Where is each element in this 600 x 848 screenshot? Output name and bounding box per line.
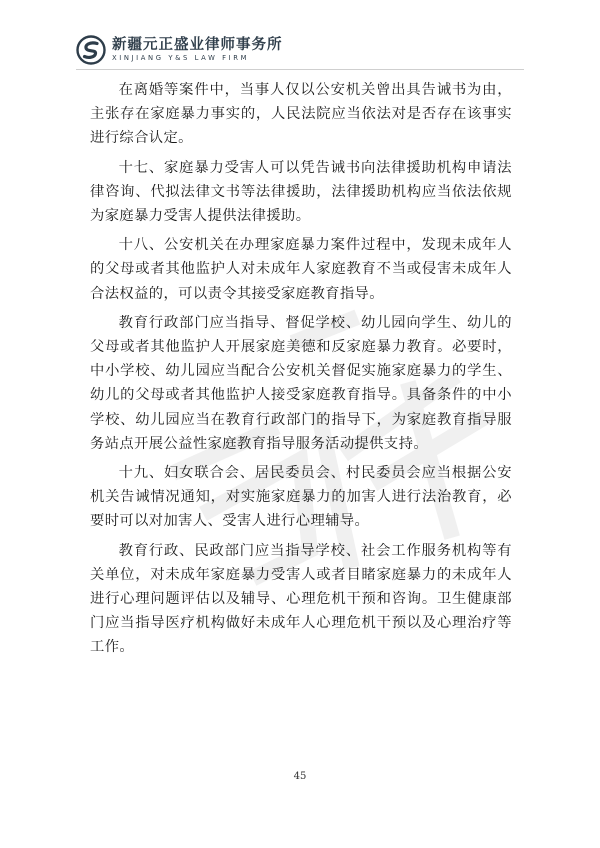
paragraph: 十七、家庭暴力受害人可以凭告诫书向法律援助机构申请法律咨询、代拟法律文书等法律援助，法律援助机构应当依法依规为家庭暴力受害人提供法律援助。 (90, 159, 512, 225)
paragraph: 十八、公安机关在办理家庭暴力案件过程中，发现未成年人的父母或者其他监护人对未成年人家庭教育不当或侵害未成年人合法权益的，可以责令其接受家庭教育指导。 (90, 237, 512, 302)
paragraph: 在离婚等案件中，当事人仅以公安机关曾出具告诫书为由，主张存在家庭暴力事实的，人民法院应当依法对是否存在该事实进行综合认定。 (90, 82, 512, 147)
letterhead (76, 34, 283, 66)
document-body (90, 78, 512, 665)
firm-logo-icon (76, 35, 106, 65)
page-number: 45 (293, 771, 307, 782)
header-divider (76, 69, 524, 70)
paragraph: 十九、妇女联合会、居民委员会、村民委员会应当根据公安机关告诫情况通知，对实施家庭暴力的加害人进行法治教育，必要时可以对加害人、受害人进行心理辅导。 (90, 465, 512, 530)
firm-name-english: XINJIANG Y&S LAW FIRM (112, 54, 250, 62)
firm-name-chinese: 新疆元正盛业律师事务所 (112, 37, 283, 53)
paragraph: 教育行政、民政部门应当指导学校、社会工作服务机构等有关单位，对未成年家庭暴力受害人或者目睹家庭暴力的未成年人进行心理问题评估以及辅导、心理危机干预和咨询。卫生健康部门应当指导医疗机构做好未成年人心理危机干预以及心理治疗等工作。 (90, 542, 512, 656)
paragraph: 教育行政部门应当指导、督促学校、幼儿园向学生、幼儿的父母或者其他监护人开展家庭美德和反家庭暴力教育。必要时，中小学校、幼儿园应当配合公安机关督促实施家庭暴力的学生、幼儿的父母或者其他监护人接受家庭教育指导。具备条件的中小学校、幼儿园应当在教育行政部门的指导下，为家庭教育指导服务站点开展公益性家庭教育指导服务活动提供支持。 (90, 314, 512, 452)
